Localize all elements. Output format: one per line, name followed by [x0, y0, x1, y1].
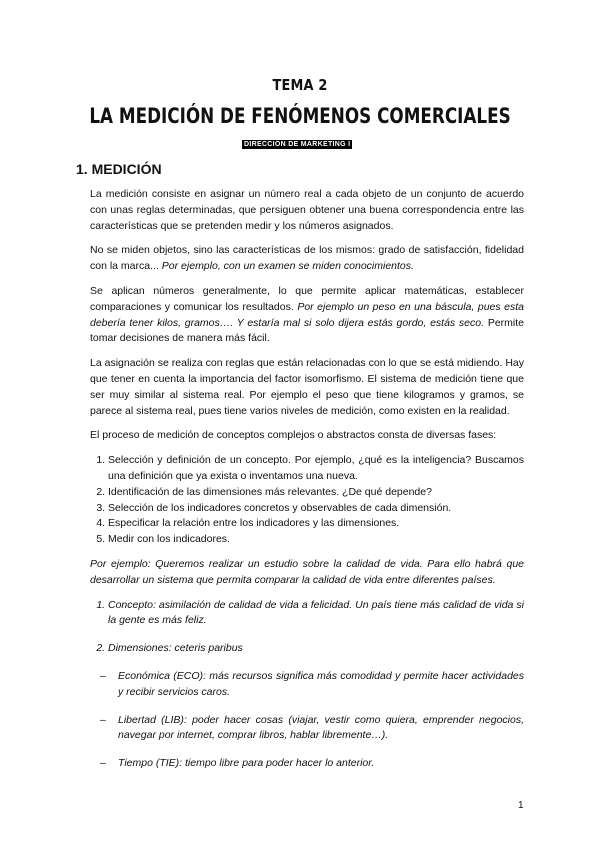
paragraph-text: Se aplican números generalmente, lo que permite aplicar matemáticas, establecer comparaciones y comunicar los resultados.: [90, 284, 524, 313]
list-item: 5. Medir con los indicadores.: [108, 532, 524, 548]
paragraph-numbers: [90, 284, 524, 347]
section-heading: 1. MEDICIÓN: [76, 161, 162, 177]
page-number: 1: [518, 800, 524, 811]
list-item: 1. Concepto: asimilación de calidad de vida a felicidad. Un país tiene más calidad de vida si la gente es más feliz.: [108, 598, 524, 630]
paragraph-definition: La medición consiste en asignar un número real a cada objeto de un conjunto de acuerdo con unas reglas determinadas, que persiguen obtener una buena correspondencia entre las características que se pretenden medir y los números asignados.: [90, 188, 524, 232]
paragraph-characteristics: [90, 243, 524, 275]
paragraph-text: Permite tomar decisiones de manera más fácil.: [90, 316, 524, 345]
list-item: – Libertad (LIB): poder hacer cosas (viajar, vestir como quiera, emprender negocios, navegar por internet, comprar libros, hablar libremente…).: [118, 713, 524, 745]
page-title: LA MEDICIÓN DE FENÓMENOS COMERCIALES: [89, 104, 511, 128]
paragraph-process-intro: El proceso de medición de conceptos complejos o abstractos consta de diversas fases:: [90, 429, 497, 442]
paragraph-text: No se miden objetos, sino las características de los mismos: grado de satisfacción, fidelidad con la marca...: [90, 244, 524, 273]
list-item: 2. Dimensiones: ceteris paribus: [108, 641, 524, 657]
list-item: 3. Selección de los indicadores concretos y observables de cada dimensión.: [108, 501, 524, 517]
paragraph-example: Por ejemplo, con un examen se miden conocimientos.: [161, 260, 414, 273]
example-intro: Por ejemplo: Queremos realizar un estudio sobre la calidad de vida. Para ello habrá que desarrollar un sistema que permita comparar la calidad de vida entre diferentes países.: [90, 557, 524, 586]
example-list: [90, 598, 524, 657]
paragraph-example: Por ejemplo un peso en una báscula, pues esta debería tener kilos, gramos…. Y estaría mal si solo dijera estás gordo, estás seco.: [90, 300, 524, 329]
list-item: 2. Identificación de las dimensiones más relevantes. ¿De qué depende?: [108, 485, 524, 501]
dimensions-list: [90, 669, 524, 772]
subject-badge: DIRECCIÓN DE MARKETING I: [244, 141, 351, 148]
tema-label: TEMA 2: [272, 76, 328, 94]
list-item: – Económica (ECO): más recursos significa más comodidad y permite hacer actividades y recibir servicios caros.: [118, 669, 524, 701]
list-item: – Tiempo (TIE): tiempo libre para poder hacer lo anterior.: [118, 756, 524, 772]
list-item: 4. Especificar la relación entre los indicadores y las dimensiones.: [108, 516, 524, 532]
paragraph-isomorphism: La asignación se realiza con reglas que están relacionadas con lo que se está midiendo. Hay que tener en cuenta la importancia del factor isomorfismo. El sistema de medición tiene que ser muy similar al sistema real. Por ejemplo el peso que tiene kilogramos y gramos, se parece al sistema real, pues tiene varios niveles de medición, como existen en la realidad.: [90, 357, 524, 417]
process-steps-list: [90, 453, 524, 548]
list-item: 1. Selección y definición de un concepto. Por ejemplo, ¿qué es la inteligencia? Buscamos una definición que ya exista o inventamos una nueva.: [108, 453, 524, 485]
document-body: [90, 187, 524, 784]
